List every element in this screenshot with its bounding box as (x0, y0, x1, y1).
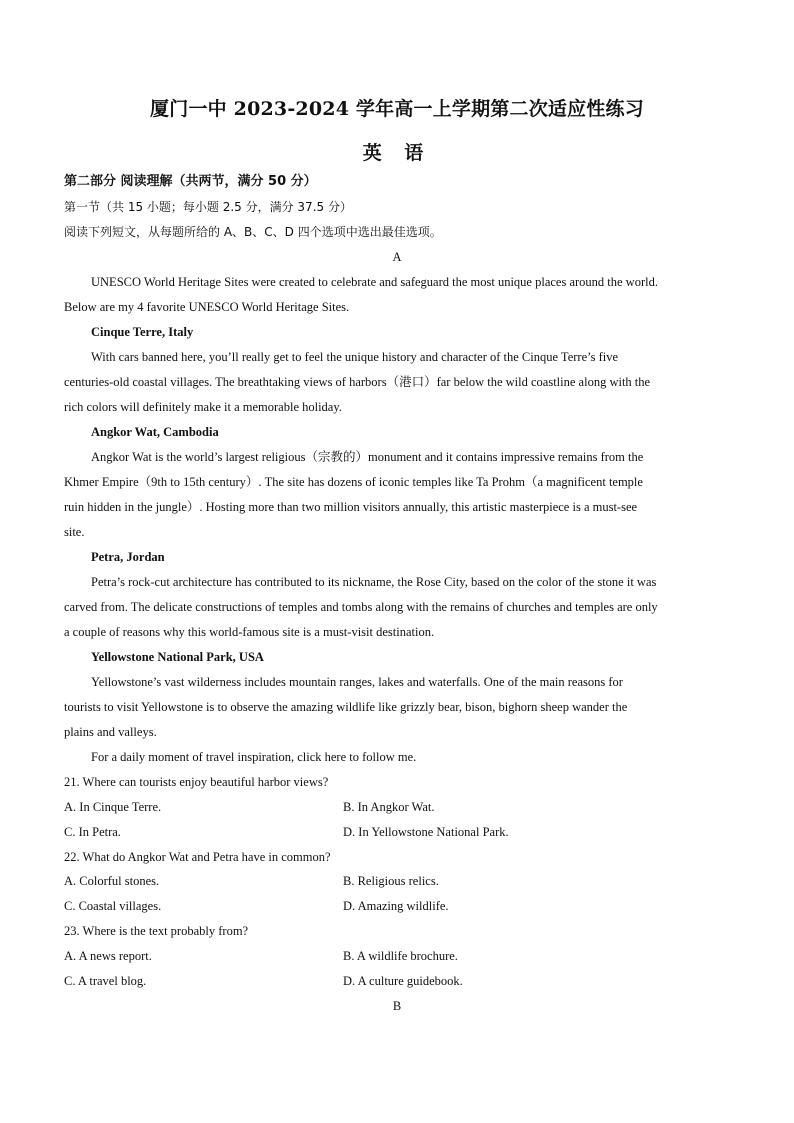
paragraph-line: Khmer Empire（9th to 15th century）. The site has dozens of iconic temples like Ta Prohm（a magnificent temple (64, 475, 643, 489)
question-stem: 21. Where can tourists enjoy beautiful harbor views? (64, 775, 329, 789)
paragraph-line: carved from. The delicate constructions of temples and tombs along with the remains of churches and temples are only (64, 600, 658, 614)
exam-title: 厦门一中 2023-2024 学年高一上学期第二次适应性练习 (150, 98, 644, 120)
paragraph-line: ruin hidden in the jungle）. Hosting more than two million visitors annually, this artistic masterpiece is a must-see (64, 500, 638, 514)
answer-option: C. A travel blog. (64, 974, 147, 988)
passage-a-outro: For a daily moment of travel inspiration, click here to follow me. (91, 750, 417, 764)
subsection-heading: 第一节（共 15 小题；每小题 2.5 分，满分 37.5 分） (64, 200, 352, 214)
answer-option: B. In Angkor Wat. (343, 800, 435, 814)
instruction-text: 阅读下列短文，从每题所给的 A、B、C、D 四个选项中选出最佳选项。 (64, 225, 442, 239)
question-stem: 22. What do Angkor Wat and Petra have in common? (64, 850, 331, 864)
paragraph-line: With cars banned here, you’ll really get to feel the unique history and character of the Cinque Terre’s five (91, 350, 619, 364)
part-heading: 第二部分 阅读理解（共两节，满分 50 分） (64, 174, 317, 189)
site-heading-yellowstone: Yellowstone National Park, USA (91, 650, 264, 664)
answer-option: C. Coastal villages. (64, 899, 162, 913)
paragraph-line: tourists to visit Yellowstone is to observe the amazing wildlife like grizzly bear, bison, bighorn sheep wander the (64, 700, 628, 714)
paragraph-line: plains and valleys. (64, 725, 157, 739)
passage-a-intro-line: Below are my 4 favorite UNESCO World Heritage Sites. (64, 300, 350, 314)
answer-option: A. Colorful stones. (64, 874, 160, 888)
answer-option: D. Amazing wildlife. (343, 899, 449, 913)
passage-a-intro-line: UNESCO World Heritage Sites were created to celebrate and safeguard the most unique places around the world. (91, 275, 658, 289)
answer-option: D. A culture guidebook. (343, 974, 463, 988)
site-heading-cinque-terre: Cinque Terre, Italy (91, 325, 194, 339)
site-heading-petra: Petra, Jordan (91, 550, 165, 564)
answer-option: C. In Petra. (64, 825, 121, 839)
question-stem: 23. Where is the text probably from? (64, 924, 249, 938)
paragraph-line: Angkor Wat is the world’s largest religious（宗教的）monument and it contains impressive remains from the (91, 450, 644, 464)
passage-b-label: B (392, 999, 402, 1013)
answer-option: B. Religious relics. (343, 874, 439, 888)
paragraph-line: site. (64, 525, 85, 539)
paragraph-line: rich colors will definitely make it a memorable holiday. (64, 400, 342, 414)
site-heading-angkor-wat: Angkor Wat, Cambodia (91, 425, 219, 439)
answer-option: B. A wildlife brochure. (343, 949, 458, 963)
answer-option: A. A news report. (64, 949, 152, 963)
subject-title: 英 语 (362, 142, 432, 164)
paragraph-line: a couple of reasons why this world-famous site is a must-visit destination. (64, 625, 435, 639)
passage-a-label: A (392, 250, 402, 264)
answer-option: A. In Cinque Terre. (64, 800, 162, 814)
paragraph-line: Yellowstone’s vast wilderness includes mountain ranges, lakes and waterfalls. One of the main reasons for (91, 675, 623, 689)
answer-option: D. In Yellowstone National Park. (343, 825, 509, 839)
paragraph-line: Petra’s rock-cut architecture has contributed to its nickname, the Rose City, based on the color of the stone it was (91, 575, 657, 589)
paragraph-line: centuries-old coastal villages. The breathtaking views of harbors（港口）far below the wild coastline along with the (64, 375, 651, 389)
